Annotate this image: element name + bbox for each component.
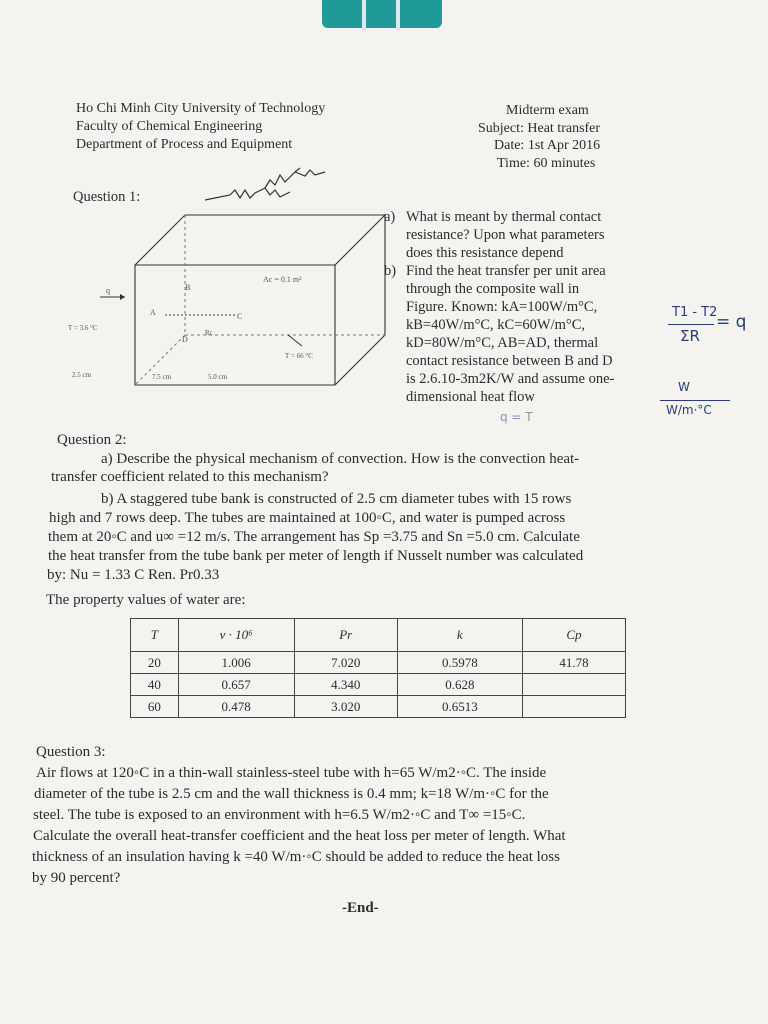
table-cell: 0.628 (397, 674, 522, 696)
question-1-label: Question 1: (73, 189, 141, 205)
q1-part-b-marker: b) (384, 263, 397, 279)
q3-line: thickness of an insulation having k =40 W/m·◦C should be added to reduce the heat loss (32, 849, 560, 865)
q1-b-line: contact resistance between B and D (406, 353, 613, 369)
table-row (131, 652, 626, 674)
property-intro: The property values of water are: (46, 592, 246, 608)
q1-b-line: Find the heat transfer per unit area (406, 263, 606, 279)
dim-3-label: 5.0 cm (208, 373, 228, 381)
column-header: Cp (522, 619, 625, 652)
table-cell (522, 696, 625, 718)
q3-line: Calculate the overall heat-transfer coefficient and the heat loss per meter of length. What (33, 828, 566, 844)
table-row (131, 696, 626, 718)
exam-title: Midterm exam (506, 103, 589, 118)
q2-a-line: a) Describe the physical mechanism of convection. How is the convection heat- (101, 451, 580, 467)
handwritten-fraction-denominator: ΣR (680, 327, 700, 345)
composite-wall-figure (68, 160, 380, 400)
q3-line: diameter of the tube is 2.5 cm and the wall thickness is 0.4 mm; k=18 W/m·◦C for the (34, 786, 549, 802)
exam-time: Time: 60 minutes (497, 156, 596, 171)
q1-b-line: Figure. Known: kA=100W/m°C, (406, 299, 598, 315)
column-header: k (397, 619, 522, 652)
department-name: Department of Process and Equipment (76, 137, 293, 152)
q3-line: Air flows at 120◦C in a thin-wall stainless-steel tube with h=65 W/m2·◦C. The inside (36, 765, 547, 781)
exam-date: Date: 1st Apr 2016 (494, 138, 601, 153)
table-cell: 1.006 (178, 652, 294, 674)
q2-a-line: transfer coefficient related to this mechanism? (51, 469, 329, 485)
table-cell: 0.6513 (397, 696, 522, 718)
column-header: T (131, 619, 179, 652)
university-name: Ho Chi Minh City University of Technology (76, 101, 326, 116)
table-cell: 4.340 (294, 674, 397, 696)
left-temp-label: T = 3.6 °C (68, 324, 98, 332)
q2-b-line: the heat transfer from the tube bank per meter of length if Nusselt number was calculated (48, 548, 584, 564)
dim-2-label: 7.5 cm (152, 373, 172, 381)
handwritten-fraction-numerator: T1 - T2 (672, 305, 718, 320)
table-header-row (131, 619, 626, 652)
flux-label: q (106, 286, 110, 295)
table-cell (522, 674, 625, 696)
contact-resistance-label: Rc (205, 329, 213, 337)
table-cell: 20 (131, 652, 179, 674)
table-cell: 3.020 (294, 696, 397, 718)
layer-c-label: C (237, 312, 243, 321)
faculty-name: Faculty of Chemical Engineering (76, 119, 263, 134)
q1-b-line: dimensional heat flow (406, 389, 535, 405)
q1-a-line: does this resistance depend (406, 245, 564, 261)
q1-b-line: is 2.6.10-3m2K/W and assume one- (406, 371, 615, 387)
q1-part-a-marker: a) (384, 209, 396, 225)
right-temp-label: T = 66 °C (285, 352, 313, 360)
q2-b-line: high and 7 rows deep. The tubes are maintained at 100◦C, and water is pumped across (49, 510, 566, 526)
column-header: Pr (294, 619, 397, 652)
q2-b-line: b) A staggered tube bank is constructed of 2.5 cm diameter tubes with 15 rows (101, 491, 572, 507)
handwritten-units: W/m·°C (666, 403, 712, 417)
layer-d-label: D (182, 335, 188, 344)
q1-b-line: kD=80W/m°C, AB=AD, thermal (406, 335, 599, 351)
q1-b-line: through the composite wall in (406, 281, 580, 297)
q3-line: by 90 percent? (32, 870, 121, 886)
q1-a-line: What is meant by thermal contact (406, 209, 602, 225)
layer-a-label: A (150, 308, 156, 317)
table-row (131, 674, 626, 696)
handwritten-q-eq: q = T (500, 410, 533, 424)
handwritten-fraction-bar (668, 324, 714, 325)
table-cell: 40 (131, 674, 179, 696)
question-2-label: Question 2: (57, 432, 127, 448)
q3-line: steel. The tube is exposed to an environment with h=6.5 W/m2·◦C and T∞ =15◦C. (33, 807, 526, 823)
exam-subject: Subject: Heat transfer (478, 121, 601, 136)
q1-a-line: resistance? Upon what parameters (406, 227, 605, 243)
table-cell: 0.657 (178, 674, 294, 696)
question-3-label: Question 3: (36, 744, 106, 760)
area-label: Ac = 0.1 m² (263, 275, 302, 284)
q2-b-line: them at 20◦C and u∞ =12 m/s. The arrangement has Sp =3.75 and Sn =5.0 cm. Calculate (48, 529, 580, 545)
q2-b-line: by: Nu = 1.33 C Ren. Pr0.33 (47, 567, 220, 583)
table-cell: 60 (131, 696, 179, 718)
q1-b-line: kB=40W/m°C, kC=60W/m°C, (406, 317, 585, 333)
table-cell: 0.478 (178, 696, 294, 718)
table-cell: 7.020 (294, 652, 397, 674)
layer-b-label: B (185, 283, 191, 292)
binder-clip (322, 0, 442, 28)
handwritten-units-bar (660, 400, 730, 401)
handwritten-w: W (678, 380, 690, 394)
table-cell: 0.5978 (397, 652, 522, 674)
table-cell: 41.78 (522, 652, 625, 674)
dim-1-label: 2.5 cm (72, 371, 92, 379)
handwritten-equals-q: = q (716, 312, 747, 332)
end-marker: -End- (342, 900, 379, 916)
water-properties-table (130, 618, 626, 718)
column-header: ν · 10⁶ (178, 619, 294, 652)
